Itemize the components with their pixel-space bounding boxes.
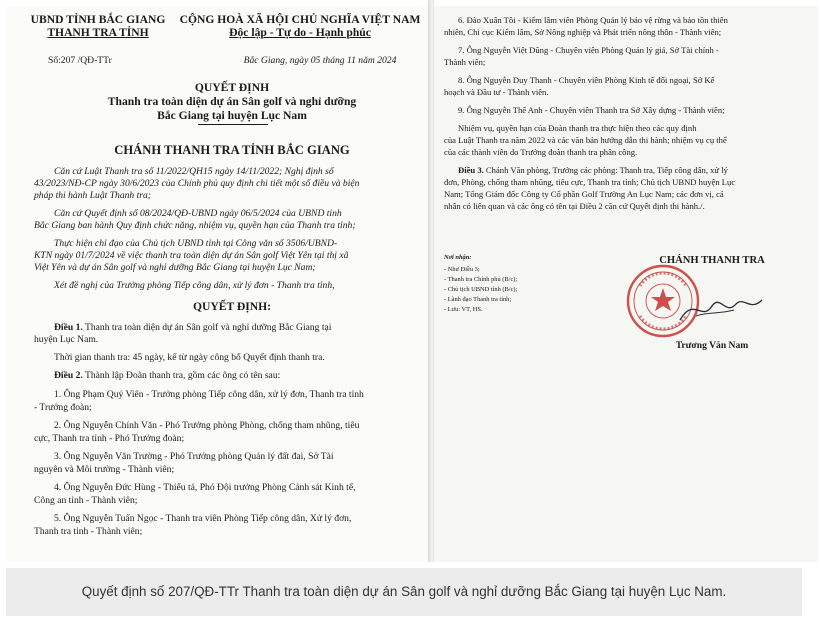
member-line: 5. Ông Nguyễn Tuấn Ngọc - Thanh tra viên Phòng Tiếp công dân, Xử lý đơn, [54, 513, 352, 524]
member-line: 6. Đào Xuân Tôi - Kiểm lâm viên Phòng Quản lý bảo vệ rừng và bảo tồn thiên [458, 15, 728, 25]
place-date: Bắc Giang, ngày 05 tháng 11 năm 2024 [243, 55, 397, 66]
duty-line: của Luật Thanh tra năm 2022 và các văn bản hướng dẫn thi hành; nhiệm vụ cụ thể [444, 135, 727, 145]
doc-subject-line-2: Bắc Giang tại huyện Lục Nam [157, 109, 307, 122]
member-line: Thanh tra tỉnh - Thành viên; [34, 526, 143, 537]
article-2-line [54, 370, 280, 382]
member-line: hoạch và Đầu tư - Thành viên. [444, 87, 549, 97]
basis-line: Căn cứ Luật Thanh tra số 11/2022/QH15 ngày 14/11/2022; Nghị định số [54, 166, 334, 177]
basis-line: pháp thi hành Luật Thanh tra; [34, 190, 152, 201]
article-2-label: Điều 2. [54, 370, 83, 381]
basis-line: KTN ngày 01/7/2024 về việc thanh tra toàn diện dự án Sân golf Việt Yên tại thị xã [34, 250, 349, 261]
signer-name: Trương Văn Nam [675, 340, 749, 351]
article-1-line [54, 322, 331, 334]
member-line: Công an tỉnh - Thành viên; [34, 495, 138, 506]
article-3-line: Nam; Tổng Giám đốc Công ty Cổ phần Golf Trường An Lục Nam; các đơn vị, cá [444, 189, 724, 199]
basis-line: Thực hiện chỉ đạo của Chủ tịch UBND tỉnh tại Công văn số 3506/UBND- [54, 238, 338, 249]
decision-heading: QUYẾT ĐỊNH: [192, 300, 272, 313]
doc-type: QUYẾT ĐỊNH [194, 81, 270, 94]
motto: Độc lập - Tự do - Hạnh phúc [229, 26, 371, 39]
article-1-time: Thời gian thanh tra: 45 ngày, kể từ ngày công bố Quyết định thanh tra. [54, 352, 325, 363]
basis-line: Xét đề nghị của Trưởng phòng Tiếp công dân, xử lý đơn - Thanh tra tỉnh, [54, 280, 335, 291]
page-gutter [428, 0, 434, 562]
issuer-title: CHÁNH THANH TRA TỈNH BẮC GIANG [114, 143, 350, 157]
member-line: nguyên và Môi trường - Thành viên; [34, 464, 175, 475]
member-line: 7. Ông Nguyễn Việt Dũng - Chuyên viên Phòng Quản lý giá, Sở Tài chính - [458, 45, 719, 55]
basis-line: Việt Yên và dự án Sân golf và nghỉ dưỡng Bắc Giang tại huyện Lục Nam; [34, 262, 316, 273]
image-caption: Quyết định số 207/QĐ-TTr Thanh tra toàn diện dự án Sân golf và nghỉ dưỡng Bắc Giang tại huyện Lục Nam. [6, 568, 802, 616]
member-line: 4. Ông Nguyễn Đức Hùng - Thiếu tá, Phó Đội trưởng Phòng Cảnh sát Kinh tế, [54, 482, 356, 493]
article-1-label: Điều 1. [54, 322, 83, 333]
member-line: 3. Ông Nguyễn Văn Trường - Phó Trưởng phòng Quản lý đất đai, Sở Tài [54, 451, 334, 462]
org-sub: THANH TRA TỈNH [47, 26, 149, 39]
article-3-text: Chánh Văn phòng, Trưởng các phòng: Thanh tra, Tiếp công dân, xử lý [483, 165, 728, 175]
member-line: nhiên, Chi cục Kiểm lâm, Sở Nông nghiệp và Phát triển nông thôn - Thành viên; [444, 27, 722, 37]
signer-title: CHÁNH THANH TRA [659, 255, 765, 266]
article-1-text: Thanh tra toàn diện dự án Sân golf và nghỉ dưỡng Bắc Giang tại [82, 322, 332, 333]
doc-number: Số:207 /QĐ-TTr [48, 55, 112, 66]
org-name: UBND TỈNH BẮC GIANG [30, 13, 166, 26]
signature-icon [676, 286, 766, 330]
member-line: Thành viên; [444, 57, 486, 67]
subject-divider [198, 124, 268, 125]
member-line: 9. Ông Nguyễn Thế Anh - Chuyên viên Thanh tra Sở Xây dựng - Thành viên; [458, 105, 725, 115]
duty-line: của các thành viên do Trưởng đoàn thanh tra phân công. [444, 147, 638, 157]
basis-line: Bắc Giang ban hành Quy định chức năng, nhiệm vụ, quyền hạn của Thanh tra tỉnh; [34, 220, 356, 231]
basis-line: 43/2023/NĐ-CP ngày 30/6/2023 của Chính phủ quy định chi tiết một số điều và biện [34, 178, 360, 189]
recipient-item: - Lãnh đạo Thanh tra tỉnh; [444, 296, 512, 303]
article-3-line [458, 164, 728, 176]
recipient-item: - Như Điều 3; [444, 266, 480, 273]
country-name: CỘNG HOÀ XÃ HỘI CHỦ NGHĨA VIỆT NAM [179, 13, 421, 26]
basis-line: Căn cứ Quyết định số 08/2024/QĐ-UBND ngày 06/5/2024 của UBND tỉnh [54, 208, 342, 219]
member-line: cực, Thanh tra tỉnh - Phó Trưởng đoàn; [34, 433, 185, 444]
recipient-item: - Chủ tịch UBND tỉnh (B/c); [444, 286, 518, 293]
article-3-line: đơn, Phòng, chống tham nhũng, tiêu cực, Thanh tra tỉnh; Chủ tịch UBND huyện Lục [444, 177, 736, 187]
recipient-item: - Lưu: VT, HS. [444, 306, 483, 313]
recipient-item: - Thanh tra Chính phủ (B/c); [444, 276, 518, 283]
document-scan [2, 0, 818, 562]
article-1-text-cont: huyện Lục Nam. [34, 334, 99, 345]
article-3-label: Điều 3. [458, 165, 484, 175]
member-line: 8. Ông Nguyễn Duy Thanh - Chuyên viên Phòng Kinh tế đối ngoại, Sở Kế [458, 75, 715, 85]
member-line: 2. Ông Nguyễn Chính Văn - Phó Trưởng phòng Phòng, chống tham nhũng, tiêu [54, 420, 360, 431]
doc-subject-line-1: Thanh tra toàn diện dự án Sân golf và nghỉ dưỡng [107, 95, 357, 108]
article-3-line: nhân có liên quan và các ông có tên tại Điều 2 căn cứ Quyết định thi hành./. [444, 201, 705, 211]
duty-line: Nhiệm vụ, quyền hạn của Đoàn thanh tra thực hiện theo các quy định [458, 123, 697, 133]
article-2-text: Thành lập Đoàn thanh tra, gồm các ông có tên sau: [82, 370, 281, 381]
member-line: - Trưởng đoàn; [34, 402, 92, 413]
member-line: 1. Ông Phạm Quý Viên - Trưởng phòng Tiếp công dân, xử lý đơn, Thanh tra tỉnh [54, 389, 364, 400]
recipients-title: Nơi nhận: [444, 254, 472, 261]
